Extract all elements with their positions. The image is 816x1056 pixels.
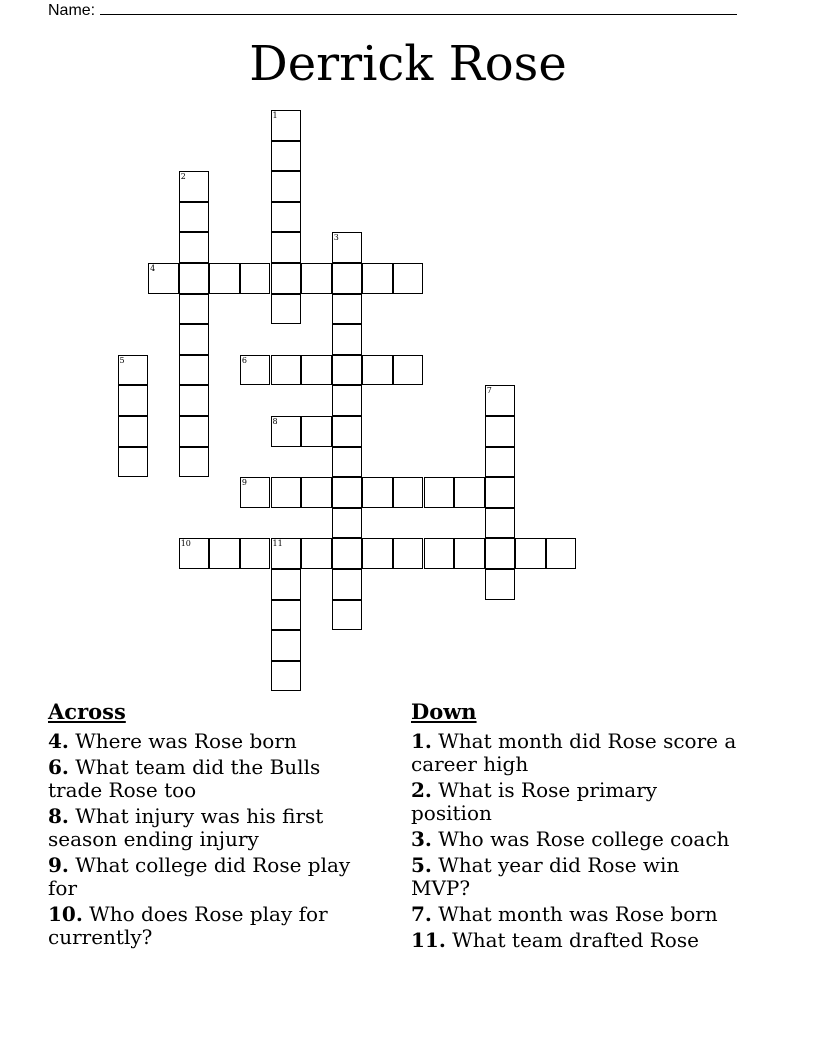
clue-number-label: 11 xyxy=(272,539,283,549)
grid-cell[interactable] xyxy=(179,202,210,233)
grid-cell[interactable] xyxy=(362,538,393,569)
clue-number: 9. xyxy=(48,853,69,877)
grid-cell[interactable] xyxy=(332,294,363,325)
clue-text: What college did Rose play for xyxy=(48,853,351,900)
grid-cell[interactable] xyxy=(393,477,424,508)
grid-cell[interactable] xyxy=(271,538,302,569)
grid-cell[interactable] xyxy=(332,538,363,569)
across-heading: Across xyxy=(48,699,126,724)
clue-number: 7. xyxy=(411,902,432,926)
grid-cell[interactable] xyxy=(485,508,516,539)
grid-cell[interactable] xyxy=(179,447,210,478)
down-clue xyxy=(411,730,741,776)
across-clue xyxy=(48,854,368,900)
grid-cell[interactable] xyxy=(271,477,302,508)
grid-cell[interactable] xyxy=(240,538,271,569)
across-clue xyxy=(48,903,368,949)
grid-cell[interactable] xyxy=(179,385,210,416)
grid-cell[interactable] xyxy=(240,355,271,386)
clue-number-label: 7 xyxy=(486,386,492,396)
clue-text: What year did Rose win MVP? xyxy=(411,853,680,900)
grid-cell[interactable] xyxy=(332,263,363,294)
down-clue xyxy=(411,903,741,926)
grid-cell[interactable] xyxy=(424,538,455,569)
grid-cell[interactable] xyxy=(485,447,516,478)
clue-text: What is Rose primary position xyxy=(411,778,658,825)
clue-text: Who does Rose play for currently? xyxy=(48,902,328,949)
clue-number-label: 8 xyxy=(272,417,278,426)
across-clues xyxy=(48,700,368,952)
grid-cell[interactable] xyxy=(271,630,302,661)
grid-cell[interactable] xyxy=(179,355,210,386)
grid-cell[interactable] xyxy=(546,538,577,569)
clue-text: Where was Rose born xyxy=(68,729,297,753)
grid-cell[interactable] xyxy=(179,416,210,447)
grid-cell[interactable] xyxy=(179,171,210,202)
clue-number-label: 2 xyxy=(180,172,186,182)
grid-cell[interactable] xyxy=(301,477,332,508)
grid-cell[interactable] xyxy=(179,263,210,294)
grid-cell[interactable] xyxy=(332,447,363,478)
grid-cell[interactable] xyxy=(485,385,516,416)
across-clue-list xyxy=(48,730,368,949)
down-clue xyxy=(411,779,741,825)
grid-cell[interactable] xyxy=(271,569,302,600)
clue-number-label: 10 xyxy=(180,539,191,549)
clue-number: 2. xyxy=(411,778,432,802)
clue-number: 10. xyxy=(48,902,83,926)
clue-number-label: 1 xyxy=(272,111,278,120)
grid-cell[interactable] xyxy=(393,355,424,386)
grid-cell[interactable] xyxy=(271,202,302,233)
clue-number-label: 9 xyxy=(241,478,247,488)
clue-text: What month was Rose born xyxy=(431,902,718,926)
grid-cell[interactable] xyxy=(393,263,424,294)
grid-cell[interactable] xyxy=(209,538,240,569)
grid-cell[interactable] xyxy=(332,569,363,600)
clue-text: What team did the Bulls trade Rose too xyxy=(48,755,321,802)
grid-cell[interactable] xyxy=(393,538,424,569)
grid-cell[interactable] xyxy=(118,385,149,416)
grid-cell[interactable] xyxy=(271,171,302,202)
grid-cell[interactable] xyxy=(240,263,271,294)
grid-cell[interactable] xyxy=(485,569,516,600)
grid-cell[interactable] xyxy=(271,110,302,141)
grid-cell[interactable] xyxy=(271,416,302,447)
clue-number: 11. xyxy=(411,928,446,952)
down-clue xyxy=(411,854,741,900)
grid-cell[interactable] xyxy=(485,538,516,569)
down-clue-list xyxy=(411,730,741,952)
grid-cell[interactable] xyxy=(362,263,393,294)
grid-cell[interactable] xyxy=(301,263,332,294)
grid-cell[interactable] xyxy=(118,355,149,386)
grid-cell[interactable] xyxy=(332,416,363,447)
grid-cell[interactable] xyxy=(179,294,210,325)
clue-text: What team drafted Rose xyxy=(445,928,699,952)
clue-text: Who was Rose college coach xyxy=(431,827,730,851)
grid-cell[interactable] xyxy=(332,508,363,539)
puzzle-title: Derrick Rose xyxy=(249,36,567,92)
grid-cell[interactable] xyxy=(179,324,210,355)
grid-cell[interactable] xyxy=(271,355,302,386)
across-clue xyxy=(48,805,368,851)
clue-number: 4. xyxy=(48,729,69,753)
grid-cell[interactable] xyxy=(485,477,516,508)
grid-cell[interactable] xyxy=(332,232,363,263)
clue-number-label: 4 xyxy=(150,264,156,273)
grid-cell[interactable] xyxy=(332,477,363,508)
grid-cell[interactable] xyxy=(118,416,149,447)
grid-cell[interactable] xyxy=(209,263,240,294)
grid-cell[interactable] xyxy=(454,477,485,508)
down-clue xyxy=(411,828,741,851)
grid-cell[interactable] xyxy=(332,324,363,355)
grid-cell[interactable] xyxy=(271,232,302,263)
clue-number: 5. xyxy=(411,853,432,877)
grid-cell[interactable] xyxy=(148,263,179,294)
name-label: Name: xyxy=(48,2,96,19)
clue-number: 3. xyxy=(411,827,432,851)
grid-cell[interactable] xyxy=(301,538,332,569)
down-clues xyxy=(411,700,741,955)
down-clue xyxy=(411,929,741,952)
grid-cell[interactable] xyxy=(362,477,393,508)
grid-cell[interactable] xyxy=(271,141,302,172)
grid-cell[interactable] xyxy=(301,416,332,447)
clue-number-label: 5 xyxy=(119,355,125,365)
grid-cell[interactable] xyxy=(332,385,363,416)
grid-cell[interactable] xyxy=(271,600,302,631)
grid-cell[interactable] xyxy=(515,538,546,569)
grid-cell[interactable] xyxy=(301,355,332,386)
grid-cell[interactable] xyxy=(424,477,455,508)
clue-text: What injury was his first season ending injury xyxy=(48,804,324,851)
grid-cell[interactable] xyxy=(454,538,485,569)
grid-cell[interactable] xyxy=(362,355,393,386)
clue-number-label: 6 xyxy=(241,355,247,365)
clue-number: 1. xyxy=(411,729,432,753)
grid-cell[interactable] xyxy=(179,538,210,569)
down-heading: Down xyxy=(411,699,477,724)
grid-cell[interactable] xyxy=(179,232,210,263)
grid-cell[interactable] xyxy=(332,600,363,631)
grid-cell[interactable] xyxy=(271,294,302,325)
grid-cell[interactable] xyxy=(485,416,516,447)
grid-cell[interactable] xyxy=(240,477,271,508)
clue-number-label: 3 xyxy=(333,233,339,243)
clue-number: 8. xyxy=(48,804,69,828)
grid-cell[interactable] xyxy=(271,263,302,294)
clue-text: What month did Rose score a career high xyxy=(411,729,737,776)
across-clue xyxy=(48,730,368,753)
grid-cell[interactable] xyxy=(271,661,302,692)
grid-cell[interactable] xyxy=(332,355,363,386)
across-clue xyxy=(48,756,368,802)
grid-cell[interactable] xyxy=(118,447,149,478)
clue-number: 6. xyxy=(48,755,69,779)
